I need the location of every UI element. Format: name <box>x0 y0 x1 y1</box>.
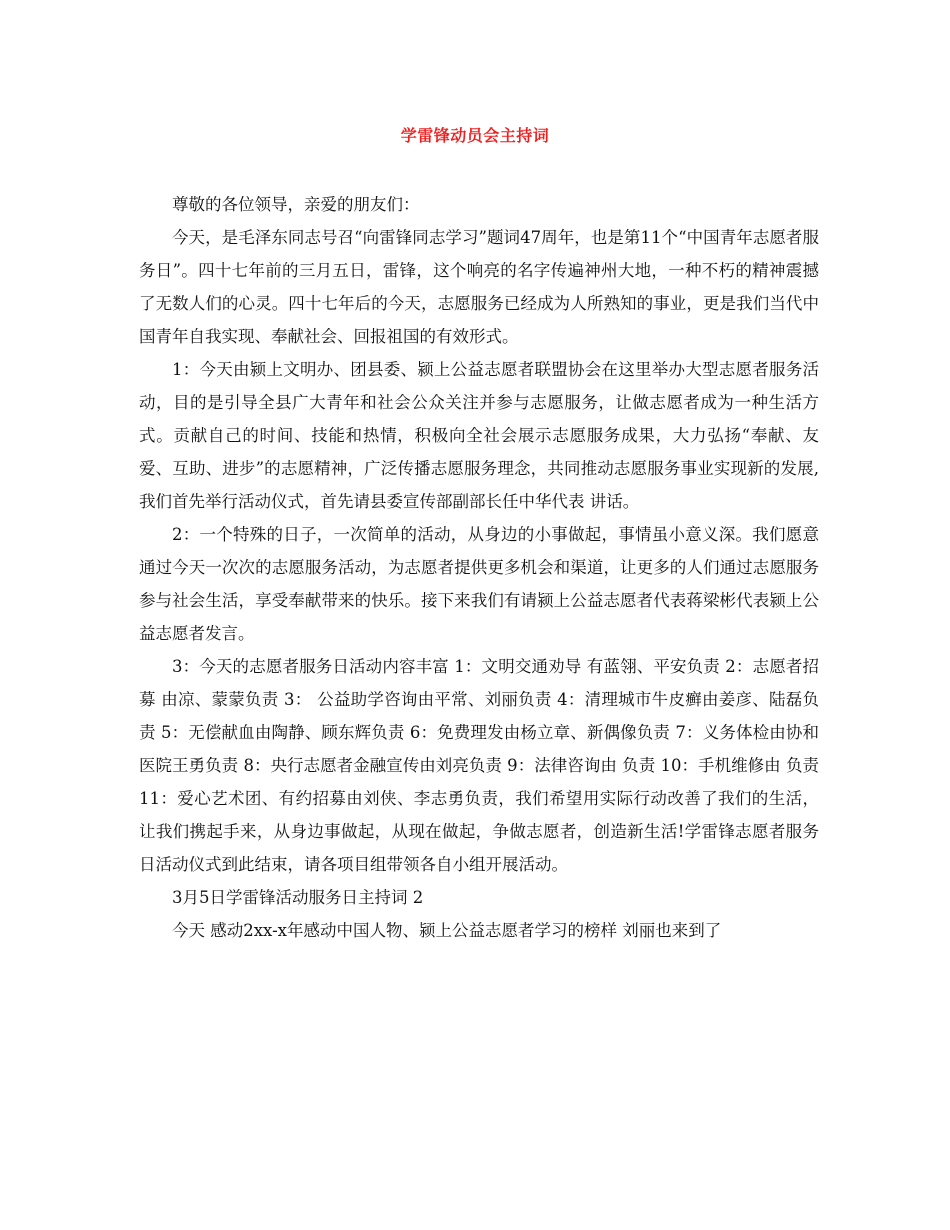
paragraph-continued: 今天 感动2xx-x年感动中国人物、颍上公益志愿者学习的榜样 刘丽也来到了 <box>172 921 722 940</box>
paragraph-section-1: 1：今天由颍上文明办、团县委、颍上公益志愿者联盟协会在这里举办大型志愿者服务活动，目的是引导全县广大青年和社会公众关注并参与志愿服务，让做志愿者成为一种生活方式。贡献自己的时间、技能和热情，积极向全社会展示志愿服务成果，大力弘扬“奉献、友爱、互助、进步”的志愿精神，广泛传播志愿服务理念，共同推动志愿服务事业实现新的发展,我们首先举行活动仪式，首先请县委宣传部副部长任中华代表 讲话。 <box>139 360 819 511</box>
document-title: 学雷锋动员会主持词 <box>400 126 550 145</box>
paragraph-greeting: 尊敬的各位领导，亲爱的朋友们： <box>172 195 420 214</box>
document-body <box>139 188 819 947</box>
paragraph-intro: 今天，是毛泽东同志号召“向雷锋同志学习”题词47周年，也是第11个“中国青年志愿者服务日”。四十七年前的三月五日，雷锋，这个响亮的名字传遍神州大地，一种不朽的精神震撼了无数人们的心灵。四十七年后的今天，志愿服务已经成为人所熟知的事业，更是我们当代中国青年自我实现、奉献社会、回报祖国的有效形式。 <box>139 228 819 346</box>
paragraph-section-2: 2：一个特殊的日子，一次简单的活动，从身边的小事做起，事情虽小意义深。我们愿意通过今天一次次的志愿服务活动，为志愿者提供更多机会和渠道，让更多的人们通过志愿服务参与社会生活，享受奉献带来的快乐。接下来我们有请颍上公益志愿者代表蒋梁彬代表颍上公益志愿者发言。 <box>139 525 819 643</box>
paragraph-subheading: 3月5日学雷锋活动服务日主持词 2 <box>172 888 424 907</box>
paragraph-section-3: 3：今天的志愿者服务日活动内容丰富 1：文明交通劝导 有蓝翎、平安负责 2：志愿者招募 由凉、蒙蒙负责 3： 公益助学咨询由平常、刘丽负责 4：清理城市牛皮癣由姜彦、陆磊负责 5：无偿献血由陶静、顾东辉负责 6：免费理发由杨立章、新偶像负责 7：义务体检由协和医院王勇负责 8：央行志愿者金融宣传由刘亮负责 9：法律咨询由 负责 10：手机维修由 负责 11：爱心艺术团、有约招募由刘侠、李志勇负责，我们希望用实际行动改善了我们的生活，让我们携起手来，从身边事做起，从现在做起，争做志愿者，创造新生活!学雷锋志愿者服务日活动仪式到此结束，请各项目组带领各自小组开展活动。 <box>139 657 819 874</box>
